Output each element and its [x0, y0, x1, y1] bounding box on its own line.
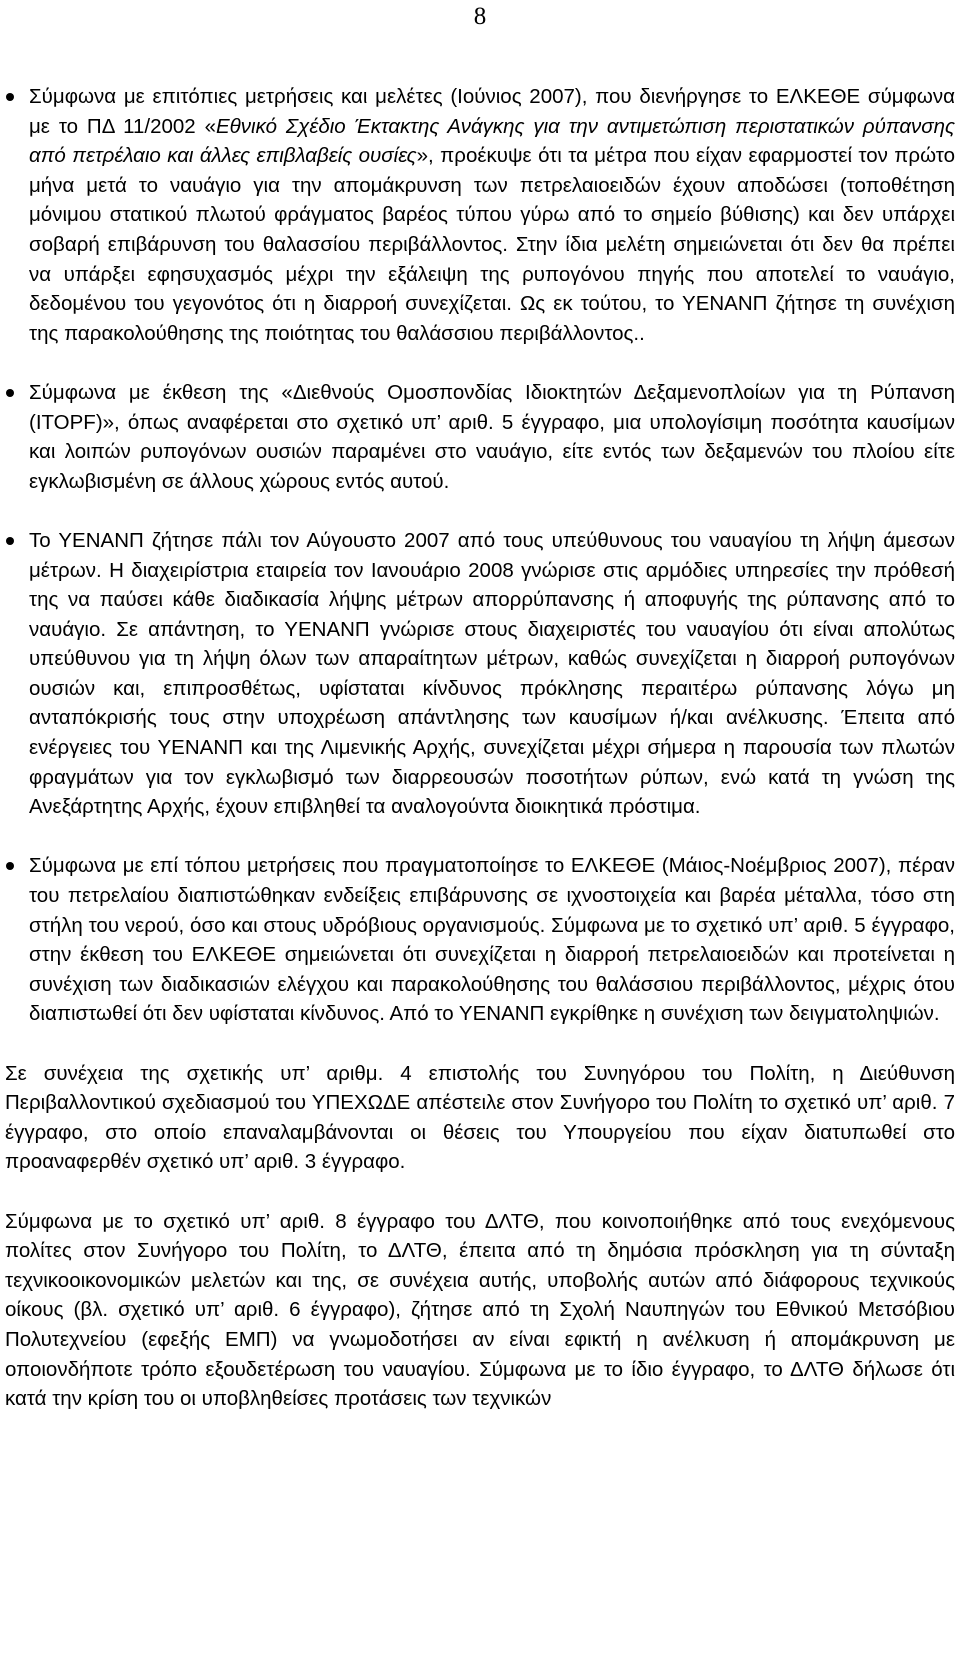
bullet-icon: [6, 862, 14, 870]
list-item: [5, 526, 955, 822]
list-item-text: Σύμφωνα με επί τόπου μετρήσεις που πραγματοποίησε το ΕΛΚΕΘΕ (Μάιος-Νοέμβριος 2007), πέραν του πετρελαίου διαπιστώθηκαν ενδείξεις επιβάρυνσης σε ιχνοστοιχεία και βαρέα μέταλλα, τόσο στη στήλη του νερού, όσο και στους υδρόβιους οργανισμούς. Σύμφωνα με το σχετικό υπ’ αριθ. 5 έγγραφο, στην έκθεση του ΕΛΚΕΘΕ σημειώνεται ότι συνεχίζεται η διαρροή πετρελαιοειδών και προτείνεται η συνέχιση των διαδικασιών ελέγχου και παρακολούθησης του θαλάσσιου περιβάλλοντος, μέχρις ότου διαπιστωθεί ότι δεν υφίσταται κίνδυνος. Από το ΥΕΝΑΝΠ εγκρίθηκε η συνέχιση των δειγματοληψιών.: [29, 854, 955, 1026]
list-item: [5, 82, 955, 348]
list-item-text: Σύμφωνα με έκθεση της «Διεθνούς Ομοσπονδίας Ιδιοκτητών Δεξαμενοπλοίων για τη Ρύπανση (ITOPF)», όπως αναφέρεται στο σχετικό υπ’ αριθ. 5 έγγραφο, μια υπολογίσιμη ποσότητα καυσίμων και λοιπών ρυπογόνων ουσιών παραμένει στο ναυάγιο, είτε εντός των δεξαμενών του πλοίου είτε εγκλωβισμένη σε άλλους χώρους εντός αυτού.: [29, 380, 955, 493]
page-number: 8: [473, 3, 487, 30]
list-item-text: Σύμφωνα με επιτόπιες μετρήσεις και μελέτες (Ιούνιος 2007), που διενήργησε το ΕΛΚΕΘΕ σύμφωνα με το ΠΔ 11/2002 «Εθνικό Σχέδιο Έκτακτης Ανάγκης για την αντιμετώπιση περιστατικών ρύπανσης από πετρέλαιο και άλλες επιβλαβείς ουσίες», προέκυψε ότι τα μέτρα που είχαν εφαρμοστεί τον πρώτο μήνα μετά το ναυάγιο για την απομάκρυνση των πετρελαιοειδών έχουν αποδώσει (τοποθέτηση μόνιμου στατικού πλωτού φράγματος βαρέος τύπου γύρω από το σημείο βύθισης) και δεν υπάρχει σοβαρή επιβάρυνση του θαλασσίου περιβάλλοντος. Στην ίδια μελέτη σημειώνεται ότι δεν θα πρέπει να υπάρξει εφησυχασμός μέχρι την εξάλειψη της ρυπογόνου πηγής που αποτελεί το ναυάγιο, δεδομένου του γεγονότος ότι η διαρροή συνεχίζεται. Ως εκ τούτου, το ΥΕΝΑΝΠ ζήτησε τη συνέχιση της παρακολούθησης της ποιότητας του θαλάσσιου περιβάλλοντος..: [29, 85, 955, 345]
document-body: [5, 82, 955, 1443]
body-paragraph: Σε συνέχεια της σχετικής υπ’ αριθμ. 4 επιστολής του Συνηγόρου του Πολίτη, η Διεύθυνση Περιβαλλοντικού σχεδιασμού του ΥΠΕΧΩΔΕ απέστειλε στον Συνήγορο του Πολίτη το σχετικό υπ’ αριθ. 7 έγγραφο, στο οποίο επαναλαμβάνονται οι θέσεις του Υπουργείου που είχαν διατυπωθεί στο προαναφερθέν σχετικό υπ’ αριθ. 3 έγγραφο.: [5, 1061, 955, 1174]
bullet-icon: [6, 93, 14, 101]
bullet-icon: [6, 389, 14, 397]
list-item-text: Το ΥΕΝΑΝΠ ζήτησε πάλι τον Αύγουστο 2007 από τους υπεύθυνους του ναυαγίου τη λήψη άμεσων μέτρων. Η διαχειρίστρια εταιρεία τον Ιανουάριο 2008 γνώρισε στις αρμόδιες υπηρεσίες την πρόθεσή της να παύσει κάθε διαδικασία λήψης μέτρων απορρύπανσης ή αποφυγής της ρύπανσης από το ναυάγιο. Σε απάντηση, το ΥΕΝΑΝΠ γνώρισε στους διαχειριστές του ναυαγίου ότι είναι απολύτως υπεύθυνου για τη λήψη όλων των απαραίτητων μέτρων, καθώς συνεχίζεται η διαρροή ρυπογόνων ουσιών και, επιπροσθέτως, υφίσταται κίνδυνος πρόκλησης περαιτέρω ρύπανσης λόγω μη ανταπόκρισής τους στην υποχρέωση απάντλησης των καυσίμων ή/και ανέλκυσης. Έπειτα από ενέργειες του ΥΕΝΑΝΠ και της Λιμενικής Αρχής, συνεχίζεται μέχρι σήμερα η παρουσία των πλωτών φραγμάτων για τον εγκλωβισμό των διαρρεουσών ποσοτήτων ρύπων, ενώ κατά τη γνώση της Ανεξάρτητης Αρχής, έχουν επιβληθεί τα αναλογούντα διοικητικά πρόστιμα.: [29, 528, 955, 819]
body-paragraph: Σύμφωνα με το σχετικό υπ’ αριθ. 8 έγγραφο του ΔΛΤΘ, που κοινοποιήθηκε από τους ενεχόμενους πολίτες στον Συνήγορο του Πολίτη, το ΔΛΤΘ, έπειτα από τη δημόσια πρόσκληση για τη σύνταξη τεχνικοοικονομικών μελετών και της, σε συνέχεια αυτής, υποβολής αυτών από διάφορους τεχνικούς οίκους (βλ. σχετικό υπ’ αριθ. 6 έγγραφο), ζήτησε από τη Σχολή Ναυπηγών του Εθνικού Μετσόβιου Πολυτεχνείου (εφεξής ΕΜΠ) να γνωμοδοτήσει αν είναι εφικτή η ανέλκυση ή απομάκρυνση με οποιονδήποτε τρόπο εξουδετέρωση του ναυαγίου. Σύμφωνα με το ίδιο έγγραφο, το ΔΛΤΘ δήλωσε ότι κατά την κρίση του οι υποβληθείσες προτάσεις των τεχνικών: [5, 1209, 955, 1411]
bullet-list: [5, 82, 955, 1029]
list-item: [5, 851, 955, 1029]
bullet-icon: [6, 537, 14, 545]
plan-title: Εθνικό Σχέδιο Έκτακτης Ανάγκης για την αντιμετώπιση περιστατικών ρύπανσης από πετρέλαιο και άλλες επιβλαβείς ουσίες: [29, 114, 955, 168]
list-item: [5, 378, 955, 496]
